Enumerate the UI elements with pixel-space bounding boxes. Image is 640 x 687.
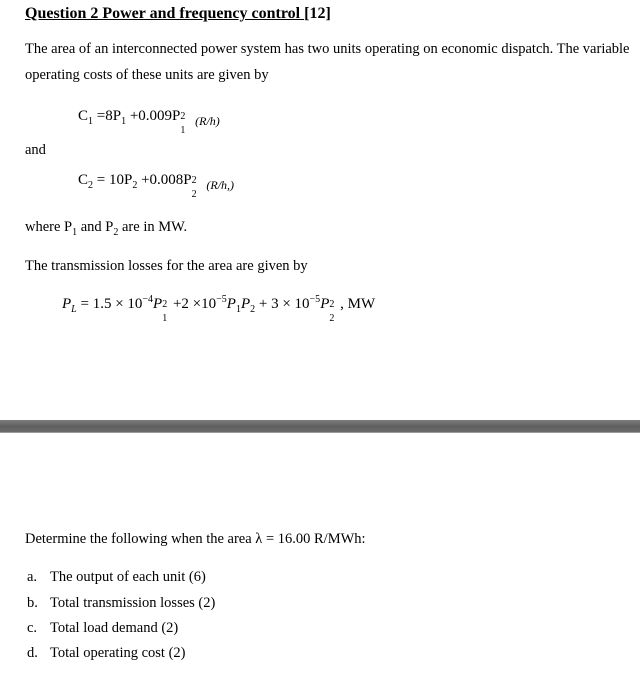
page-divider bbox=[0, 420, 640, 433]
list-item bbox=[27, 595, 215, 612]
cost-unit-2: (R/h,) bbox=[206, 178, 235, 192]
intro-line-2: operating costs of these units are given by bbox=[25, 67, 269, 83]
list-item-text: The output of each unit (6) bbox=[50, 569, 206, 585]
and-text: and bbox=[25, 142, 46, 158]
list-item-text: Total operating cost (2) bbox=[50, 645, 186, 661]
list-item-text: Total load demand (2) bbox=[50, 620, 179, 636]
determine-text: Determine the following when the area λ = 16.00 R/MWh: bbox=[25, 531, 366, 547]
losses-equation: $P_L = 1.5 \times 10^{-4}P$ 2 1 $+2 \times 10^{-5}P_1P_2 + 3 \times 10^{-5}P$ 2 2 , MW bbox=[62, 294, 376, 324]
question-heading bbox=[25, 5, 331, 23]
list-item-text: Total transmission losses (2) bbox=[50, 595, 216, 611]
cost-equation-1: $C_1 =8P_1 +0.009P$ 2 1 $_{(R/h)}$ bbox=[78, 108, 220, 136]
list-item-label: c. bbox=[27, 620, 38, 636]
cost-unit-1: (R/h) bbox=[195, 114, 220, 128]
list-item-label: b. bbox=[27, 595, 38, 611]
intro-line-1: The area of an interconnected power system has two units operating on economic dispatch. The variable bbox=[25, 41, 630, 57]
question-title: Question 2 Power and frequency control bbox=[25, 5, 301, 22]
where-text: where $P_1$ and $P_2$ are in MW. bbox=[25, 219, 188, 238]
list-item-label: a. bbox=[27, 569, 38, 585]
list-item bbox=[27, 645, 185, 662]
list-item bbox=[27, 569, 206, 586]
list-item-label: d. bbox=[27, 645, 38, 661]
cost-equation-2: $C_2 = 10P_2 +0.008P$ 2 2 $_{(R/h,)}$ bbox=[78, 172, 235, 200]
question-marks: [12] bbox=[304, 5, 331, 22]
losses-text: The transmission losses for the area are given by bbox=[25, 258, 308, 274]
list-item bbox=[27, 620, 178, 637]
